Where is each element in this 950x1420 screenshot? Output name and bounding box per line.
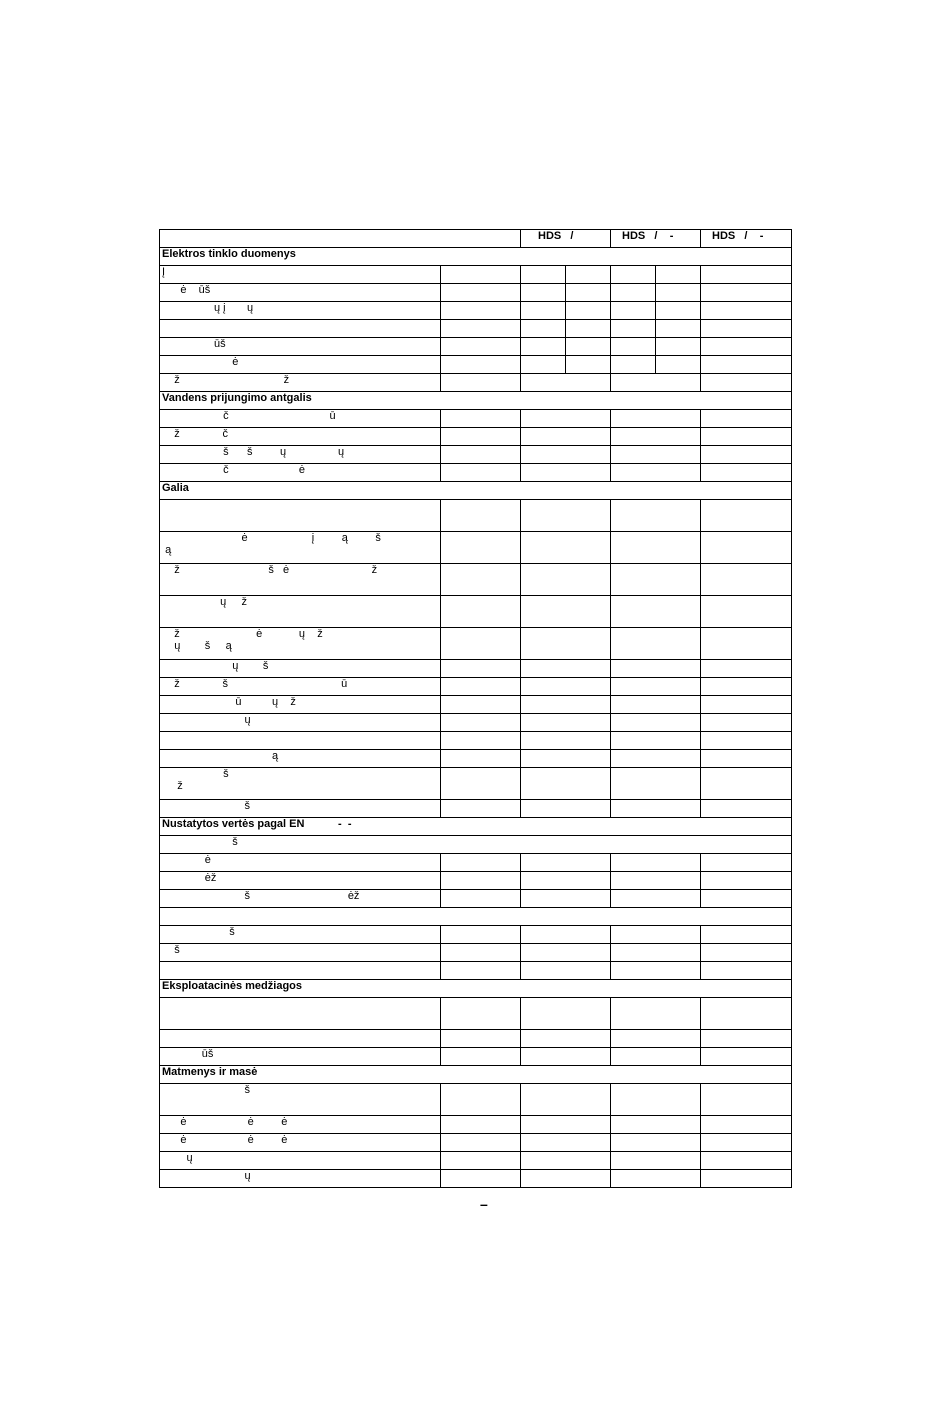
value-cell <box>441 660 521 678</box>
table-row <box>160 854 792 872</box>
table-row <box>160 302 792 320</box>
section-row <box>160 818 792 836</box>
value-cell <box>441 696 521 714</box>
model-3-header: HDS / - <box>701 230 792 248</box>
value-cell <box>566 284 611 302</box>
value-cell <box>521 446 611 464</box>
table-row <box>160 266 792 284</box>
technical-data-table <box>159 229 792 1188</box>
value-cell <box>521 302 566 320</box>
value-cell <box>521 1170 611 1188</box>
table-row <box>160 962 792 980</box>
value-cell <box>441 1152 521 1170</box>
value-cell <box>441 374 521 392</box>
header-blank-cell <box>160 230 521 248</box>
value-cell <box>611 678 701 696</box>
value-cell <box>611 428 701 446</box>
value-cell <box>701 890 792 908</box>
value-cell <box>701 696 792 714</box>
model-1-header: HDS / <box>521 230 611 248</box>
value-cell <box>611 302 656 320</box>
value-cell <box>611 1134 701 1152</box>
value-cell <box>701 564 792 596</box>
value-cell <box>611 660 701 678</box>
table-row <box>160 1048 792 1066</box>
value-cell <box>441 320 521 338</box>
value-cell <box>441 750 521 768</box>
row-label: š <box>160 944 441 962</box>
value-cell <box>441 732 521 750</box>
value-cell <box>521 696 611 714</box>
value-cell <box>701 1048 792 1066</box>
table-header-row <box>160 230 792 248</box>
table-row <box>160 908 792 926</box>
table-row <box>160 872 792 890</box>
row-label: ų ž <box>160 596 441 628</box>
table-row <box>160 1134 792 1152</box>
value-cell <box>701 768 792 800</box>
table-row <box>160 836 792 854</box>
table-row <box>160 628 792 660</box>
value-cell <box>441 998 521 1030</box>
value-cell <box>611 890 701 908</box>
value-cell <box>441 356 521 374</box>
value-cell <box>521 1152 611 1170</box>
value-cell <box>611 464 701 482</box>
row-label: ž č <box>160 428 441 446</box>
value-cell <box>701 284 792 302</box>
table-row <box>160 410 792 428</box>
value-cell <box>611 338 656 356</box>
table-row <box>160 320 792 338</box>
section-row <box>160 980 792 998</box>
value-cell <box>441 1116 521 1134</box>
value-cell <box>701 1116 792 1134</box>
value-cell <box>521 854 611 872</box>
value-cell <box>611 750 701 768</box>
value-cell <box>521 374 611 392</box>
value-cell <box>656 266 701 284</box>
value-cell <box>521 800 611 818</box>
row-label <box>160 962 441 980</box>
value-cell <box>521 872 611 890</box>
value-cell <box>701 356 792 374</box>
value-cell <box>611 1170 701 1188</box>
value-cell <box>611 768 701 800</box>
table-row <box>160 800 792 818</box>
value-cell <box>521 1048 611 1066</box>
value-cell <box>701 1084 792 1116</box>
table-row <box>160 714 792 732</box>
value-cell <box>441 926 521 944</box>
value-cell <box>611 596 701 628</box>
value-cell <box>441 564 521 596</box>
value-cell <box>701 962 792 980</box>
row-label: ų <box>160 714 441 732</box>
value-cell <box>611 800 701 818</box>
row-label <box>160 732 441 750</box>
value-cell <box>611 926 701 944</box>
value-cell <box>701 302 792 320</box>
value-cell <box>521 1084 611 1116</box>
value-cell <box>611 1152 701 1170</box>
value-cell <box>611 500 701 532</box>
value-cell <box>611 1116 701 1134</box>
table-row <box>160 374 792 392</box>
value-cell <box>441 1048 521 1066</box>
row-label <box>160 998 441 1030</box>
table-row <box>160 446 792 464</box>
row-label: ū ų ž <box>160 696 441 714</box>
value-cell <box>441 1030 521 1048</box>
value-cell <box>441 338 521 356</box>
value-cell <box>611 872 701 890</box>
table-row <box>160 750 792 768</box>
row-label: š <box>160 836 792 854</box>
table-row <box>160 998 792 1030</box>
value-cell <box>441 266 521 284</box>
value-cell <box>656 284 701 302</box>
value-cell <box>656 302 701 320</box>
value-cell <box>521 944 611 962</box>
value-cell <box>701 732 792 750</box>
section-consumables-title: Eksploatacinės medžiagos <box>160 980 792 998</box>
row-label: ž ž <box>160 374 441 392</box>
value-cell <box>611 714 701 732</box>
table-row <box>160 1116 792 1134</box>
value-cell <box>441 944 521 962</box>
table-row <box>160 678 792 696</box>
value-cell <box>611 446 701 464</box>
value-cell <box>441 768 521 800</box>
value-cell <box>521 768 611 800</box>
table-row <box>160 660 792 678</box>
value-cell <box>521 596 611 628</box>
value-cell <box>441 628 521 660</box>
row-label: ūš <box>160 1048 441 1066</box>
row-label: ė ūš <box>160 284 441 302</box>
value-cell <box>521 998 611 1030</box>
value-cell <box>566 338 611 356</box>
table-row <box>160 890 792 908</box>
table-row <box>160 1030 792 1048</box>
value-cell <box>441 872 521 890</box>
row-label: š ž <box>160 768 441 800</box>
value-cell <box>521 1134 611 1152</box>
value-cell <box>701 464 792 482</box>
table-row <box>160 1170 792 1188</box>
value-cell <box>441 678 521 696</box>
value-cell <box>611 1030 701 1048</box>
row-label: ų <box>160 1152 441 1170</box>
row-label: ė <box>160 854 441 872</box>
section-row <box>160 1066 792 1084</box>
value-cell <box>701 872 792 890</box>
section-row <box>160 248 792 266</box>
value-cell <box>656 338 701 356</box>
value-cell <box>441 1134 521 1152</box>
value-cell <box>521 532 611 564</box>
table-row <box>160 356 792 374</box>
value-cell <box>521 660 611 678</box>
value-cell <box>521 320 566 338</box>
value-cell <box>611 854 701 872</box>
value-cell <box>611 374 701 392</box>
section-dimensions-title: Matmenys ir masė <box>160 1066 792 1084</box>
table-row <box>160 464 792 482</box>
row-label: š š ų ų <box>160 446 441 464</box>
value-cell <box>521 962 611 980</box>
value-cell <box>441 1084 521 1116</box>
row-label: š <box>160 800 441 818</box>
value-cell <box>611 266 656 284</box>
value-cell <box>701 1030 792 1048</box>
value-cell <box>441 854 521 872</box>
value-cell <box>441 596 521 628</box>
value-cell <box>701 944 792 962</box>
row-label: č ė <box>160 464 441 482</box>
section-electrical-title: Elektros tinklo duomenys <box>160 248 792 266</box>
row-label: š <box>160 1084 441 1116</box>
value-cell <box>701 854 792 872</box>
value-cell <box>656 320 701 338</box>
value-cell <box>701 410 792 428</box>
row-label: ž š ū <box>160 678 441 696</box>
row-label: ų į ų <box>160 302 441 320</box>
table-row <box>160 732 792 750</box>
row-label: ė ė ė <box>160 1116 441 1134</box>
row-label: č ū <box>160 410 441 428</box>
value-cell <box>521 750 611 768</box>
value-cell <box>521 628 611 660</box>
value-cell <box>441 962 521 980</box>
value-cell <box>441 428 521 446</box>
row-label: Į <box>160 266 441 284</box>
value-cell <box>441 714 521 732</box>
value-cell <box>441 532 521 564</box>
table-row <box>160 696 792 714</box>
value-cell <box>701 714 792 732</box>
value-cell <box>701 926 792 944</box>
row-label: ė <box>160 356 441 374</box>
section-row <box>160 392 792 410</box>
row-label <box>160 500 441 532</box>
table-row <box>160 1152 792 1170</box>
value-cell <box>701 532 792 564</box>
row-label: š <box>160 926 441 944</box>
row-label: š ėž <box>160 890 441 908</box>
row-label: ž ė ų ž ų š ą <box>160 628 441 660</box>
page-number-mark: – <box>480 1196 488 1212</box>
row-label: ė į ą š ą <box>160 532 441 564</box>
value-cell <box>701 678 792 696</box>
value-cell <box>611 1084 701 1116</box>
value-cell <box>701 800 792 818</box>
table-row <box>160 564 792 596</box>
model-2-header: HDS / - <box>611 230 701 248</box>
value-cell <box>521 338 566 356</box>
value-cell <box>701 660 792 678</box>
table-row <box>160 944 792 962</box>
value-cell <box>521 410 611 428</box>
value-cell <box>521 464 611 482</box>
section-en-values-title: Nustatytos vertės pagal EN - - <box>160 818 792 836</box>
value-cell <box>441 890 521 908</box>
value-cell <box>701 596 792 628</box>
row-label <box>160 1030 441 1048</box>
value-cell <box>441 410 521 428</box>
value-cell <box>701 266 792 284</box>
row-label: ą <box>160 750 441 768</box>
value-cell <box>656 356 701 374</box>
value-cell <box>521 500 611 532</box>
value-cell <box>701 428 792 446</box>
table-row <box>160 284 792 302</box>
value-cell <box>611 732 701 750</box>
value-cell <box>611 998 701 1030</box>
value-cell <box>441 284 521 302</box>
table-row <box>160 532 792 564</box>
value-cell <box>611 356 656 374</box>
section-row <box>160 482 792 500</box>
value-cell <box>566 302 611 320</box>
value-cell <box>521 1116 611 1134</box>
value-cell <box>566 320 611 338</box>
value-cell <box>521 926 611 944</box>
value-cell <box>611 532 701 564</box>
value-cell <box>611 564 701 596</box>
table-row <box>160 500 792 532</box>
value-cell <box>521 732 611 750</box>
value-cell <box>611 628 701 660</box>
value-cell <box>701 1170 792 1188</box>
value-cell <box>611 1048 701 1066</box>
table-row <box>160 926 792 944</box>
value-cell <box>521 1030 611 1048</box>
value-cell <box>701 500 792 532</box>
value-cell <box>701 998 792 1030</box>
value-cell <box>611 284 656 302</box>
value-cell <box>611 944 701 962</box>
value-cell <box>701 320 792 338</box>
section-water-title: Vandens prijungimo antgalis <box>160 392 792 410</box>
value-cell <box>701 374 792 392</box>
table-row <box>160 768 792 800</box>
value-cell <box>701 1134 792 1152</box>
value-cell <box>521 564 611 596</box>
row-label: ž š ė ž <box>160 564 441 596</box>
value-cell <box>521 428 611 446</box>
value-cell <box>441 464 521 482</box>
value-cell <box>521 678 611 696</box>
row-label: ų š <box>160 660 441 678</box>
value-cell <box>611 410 701 428</box>
row-label: ūš <box>160 338 441 356</box>
value-cell <box>611 320 656 338</box>
value-cell <box>566 356 611 374</box>
table-row <box>160 1084 792 1116</box>
row-label <box>160 320 441 338</box>
value-cell <box>521 266 566 284</box>
value-cell <box>521 714 611 732</box>
row-label <box>160 908 792 926</box>
row-label: ė ė ė <box>160 1134 441 1152</box>
value-cell <box>566 266 611 284</box>
value-cell <box>701 750 792 768</box>
value-cell <box>611 696 701 714</box>
value-cell <box>701 1152 792 1170</box>
section-power-title: Galia <box>160 482 792 500</box>
value-cell <box>441 446 521 464</box>
row-label: ų <box>160 1170 441 1188</box>
value-cell <box>521 890 611 908</box>
table-row <box>160 596 792 628</box>
value-cell <box>701 628 792 660</box>
value-cell <box>701 338 792 356</box>
value-cell <box>521 356 566 374</box>
value-cell <box>441 800 521 818</box>
value-cell <box>441 1170 521 1188</box>
value-cell <box>521 284 566 302</box>
table-row <box>160 338 792 356</box>
value-cell <box>441 302 521 320</box>
table-row <box>160 428 792 446</box>
value-cell <box>701 446 792 464</box>
row-label: ėž <box>160 872 441 890</box>
value-cell <box>611 962 701 980</box>
value-cell <box>441 500 521 532</box>
